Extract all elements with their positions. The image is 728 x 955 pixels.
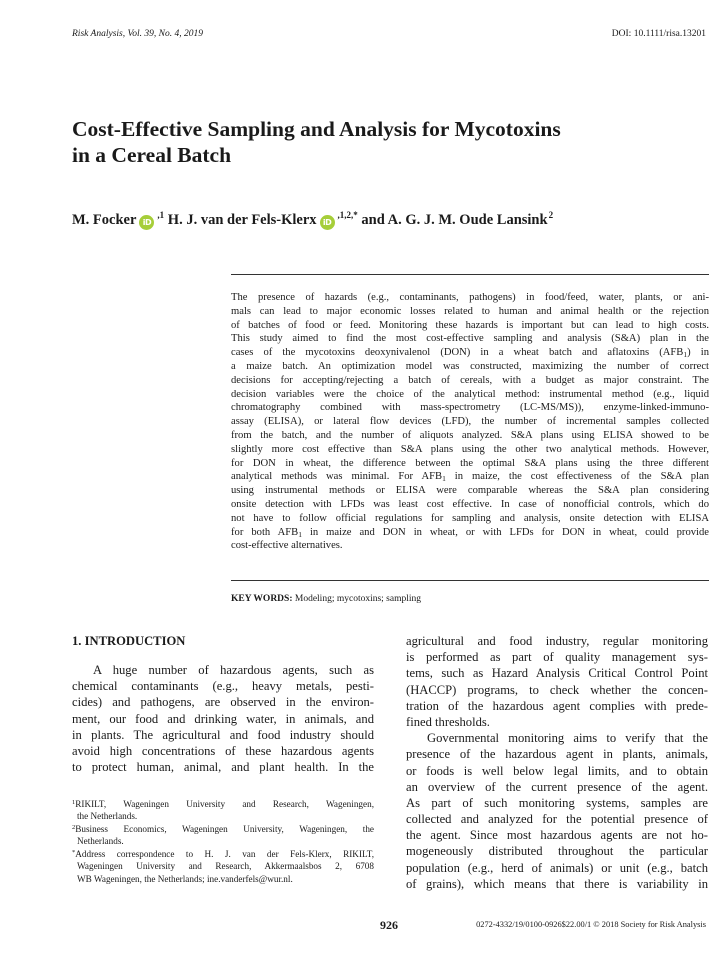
subscript: 1	[683, 350, 688, 360]
body-line: A huge number of hazardous agents, such as	[93, 663, 374, 677]
abstract-line: a maize batch. An optimization model was constructed, maximizing the number of correct	[231, 360, 709, 372]
abstract-line: from the batch, and the number of aliquots analyzed. S&A plans using ELISA showed to be	[231, 429, 709, 441]
body-line: Governmental monitoring aims to verify that the	[427, 731, 708, 746]
body-line: of grains), which means that there is variability in	[406, 876, 708, 891]
footnote-line: WB Wageningen, the Netherlands; ine.vanderfels@wur.nl.	[77, 873, 293, 884]
keywords-text: Modeling; mycotoxins; sampling	[292, 594, 422, 604]
title-line-2: in a Cereal Batch	[72, 143, 232, 167]
subscript: 1	[442, 474, 446, 484]
body-line: is performed as part of quality management sys-	[406, 650, 708, 665]
abstract-line: chromatography combined with mass-spectrometry (LC-MS/MS)), enzyme-linked-immuno-	[231, 402, 709, 414]
abstract-line: for DON in wheat, the difference between the optimal S&A plans using the three different	[231, 457, 709, 469]
body-line: fined thresholds.	[406, 714, 490, 729]
abstract-line: using instrumental methods or ELISA were comparable whereas the S&A plan considering	[231, 485, 709, 497]
abstract-line: cost-effective alternatives.	[231, 540, 343, 552]
abstract-line: slightly more cost effective than S&A plans using the other two analytical methods. However,	[231, 443, 709, 455]
body-line: ment, our food and drinking water, in animals, and	[72, 711, 374, 726]
body-line: in plants. The agricultural and food industry should	[72, 727, 374, 742]
body-line: cides) and pathogens, are observed in the environ-	[72, 695, 374, 710]
body-line: (HACCP) programs, to check whether the concen-	[406, 682, 708, 697]
abstract-bottom-rule	[231, 580, 709, 581]
body-line: avoid high concentrations of these hazardous agents	[72, 743, 374, 758]
body-line: the agent. Since most hazardous agents are not ho-	[406, 828, 708, 843]
author-list	[72, 204, 712, 231]
title-line-1: Cost-Effective Sampling and Analysis for Mycotoxins	[72, 117, 561, 141]
abstract-line: analytical methods was minimal. For $AFB_1$ in maize, the cost effectiveness of the S&A plan	[231, 471, 709, 484]
author-3-affiliation: 2	[548, 210, 554, 220]
abstract	[231, 291, 709, 553]
body-line: or foods is well below legal limits, and to obtain	[406, 763, 708, 778]
page-number: 926	[380, 918, 398, 932]
running-header	[72, 29, 706, 43]
abstract-line: This study aimed to find the most cost-effective sampling and analysis (S&A) plan in the	[231, 333, 709, 345]
footnote-line: Netherlands.	[77, 835, 124, 846]
abstract-line: not have to follow official regulations for sampling and analysis, onsite detection with ELISA	[231, 512, 709, 524]
abstract-line: cases of the mycotoxins deoxynivalenol (DON) in a wheat batch and aflatoxins $(AFB_1)$ in	[231, 347, 709, 360]
abstract-line: The presence of hazards (e.g., contaminants, pathogens) in food/feed, water, plants, or ani-	[231, 292, 709, 303]
body-line: population (e.g., herd of animals) or unit (e.g., batch	[406, 860, 708, 875]
article-title	[72, 116, 672, 168]
body-line: to protect human, animal, and plant health. In the	[72, 760, 374, 775]
keywords	[231, 594, 709, 604]
abstract-top-rule	[231, 274, 709, 275]
left-column	[72, 633, 374, 775]
footnote-line: Wageningen University and Research, Akkermaalsbos 2, 6708	[77, 860, 374, 871]
footnote-line: $^2$Business Economics, Wageningen University, Wageningen, the	[72, 824, 374, 835]
author-2-name: H. J. van der Fels-Klerx	[167, 212, 317, 228]
abstract-line: onsite detection with LFDs was least cost effective. In case of nonofficial controls, which do	[231, 498, 709, 510]
footnotes	[72, 797, 374, 885]
body-line: presence of the hazardous agent in plants, animals,	[406, 747, 708, 762]
body-line: chemical contaminants (e.g., heavy metals, pesti-	[72, 679, 374, 694]
author-1-name: M. Focker	[72, 212, 137, 228]
author-2-affiliation: ,1,2,*	[337, 210, 358, 220]
body-line: mogeneously distributed throughout the particular	[406, 844, 708, 859]
body-line: an overview of the current presence of the agent.	[406, 779, 708, 794]
abstract-line: assay (ELISA), or lateral flow devices (LFD), the number of incremental samples collected	[231, 416, 709, 428]
abstract-line: mals can lead to major economic losses related to human and animal health or the rejection	[231, 305, 709, 317]
subscript: 1	[298, 529, 302, 539]
keywords-label: KEY WORDS:	[231, 594, 293, 604]
author-1-affiliation: ,1	[157, 210, 165, 220]
doi-label[interactable]: DOI: 10.1111/risa.13201	[611, 29, 706, 39]
orcid-icon[interactable]: iD	[320, 215, 335, 230]
body-line: tems, such as Hazard Analysis Critical Control Point	[406, 666, 708, 681]
body-line: collected and analyzed for the potential presence of	[406, 812, 708, 827]
footnote-line: *Address correspondence to H. J. van der Fels-Klerx, RIKILT,	[72, 849, 374, 860]
right-column	[406, 633, 708, 892]
abstract-line: decision variables were the choice of the analytical method: instrumental method (e.g., liquid	[231, 388, 709, 400]
body-line: tration of the hazardous agent complies with prede-	[406, 698, 708, 713]
footnote-line: the Netherlands.	[77, 810, 138, 821]
section-heading: 1. INTRODUCTION	[72, 634, 186, 648]
orcid-icon[interactable]: iD	[139, 215, 154, 230]
abstract-line: of batches of food or feed. Monitoring these hazards is important but can lead to high costs.	[231, 319, 709, 331]
abstract-line: for both $AFB_1$ in maize and DON in wheat, or with LFDs for DON in wheat, could provide	[231, 526, 709, 539]
journal-citation: Risk Analysis, Vol. 39, No. 4, 2019	[72, 29, 203, 39]
page-footer	[72, 918, 706, 934]
body-line: As part of such monitoring systems, samples are	[406, 795, 708, 810]
author-3-name: and A. G. J. M. Oude Lansink	[361, 212, 548, 228]
copyright-notice: 0272-4332/19/0100-0926$22.00/1 © 2018 Society for Risk Analysis	[476, 920, 706, 929]
body-line: agricultural and food industry, regular monitoring	[406, 634, 708, 648]
footnote-line: $^1$RIKILT, Wageningen University and Research, Wageningen,	[72, 799, 374, 809]
abstract-line: decisions for accepting/rejecting a batch of cereals, with a budget as major constraint. The	[231, 374, 709, 386]
